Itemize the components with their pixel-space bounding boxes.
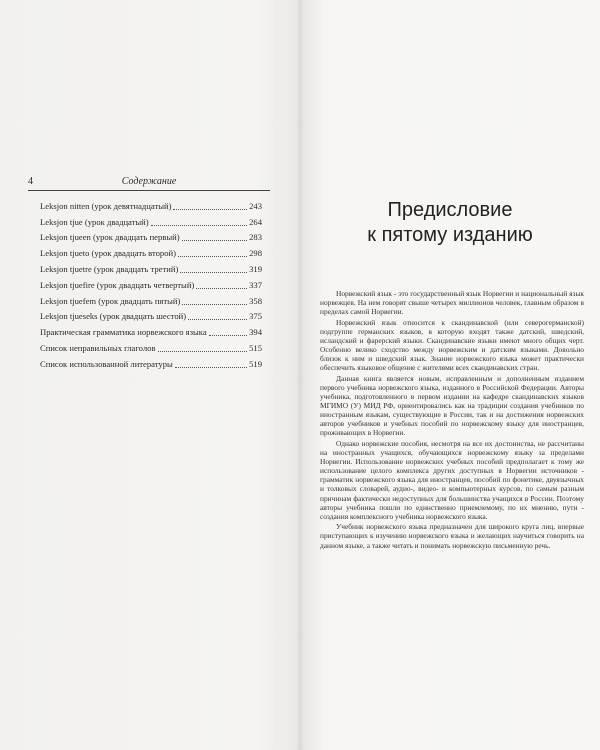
- toc-item-page: 283: [249, 232, 262, 243]
- paragraph: Учебник норвежского языка предназначен для широкого круга лиц, впервые приступающих к изучению норвежского языка и желающих научиться говорить на данном языке, а также читать и понимать норвежскую письменную речь.: [320, 522, 584, 550]
- table-of-contents: [40, 196, 262, 370]
- toc-item-page: 375: [249, 311, 262, 322]
- toc-item: [40, 196, 262, 212]
- running-title: Содержание: [121, 176, 177, 187]
- toc-item-page: 358: [249, 295, 262, 306]
- toc-item-page: 394: [249, 327, 262, 338]
- preface-body: [320, 289, 584, 551]
- toc-item: [40, 307, 262, 323]
- toc-item-page: 515: [249, 342, 262, 353]
- toc-item: [40, 322, 262, 338]
- header-rule: [28, 190, 270, 191]
- toc-leader: [151, 224, 247, 226]
- paragraph: Данная книга является новым, исправленным и дополненным изданием первого учебника норвежского языка, изданного в Российской Федерации. Авторы учебника, подготовленного в первом издании на кафедре скандинавских языков МГИМО (У) МИД РФ, ориентировались как на традиции создания учебников по иностранным языкам, существующие в России, так и на достижения норвежских авторов учебников и учебных пособий по норвежскому языку для иностранцев, проживающих в Норвегии.: [320, 373, 584, 438]
- toc-leader: [182, 303, 247, 305]
- toc-item-title: Leksjon tjueseks (урок двадцать шестой): [40, 311, 187, 322]
- paragraph: Однако норвежские пособия, несмотря на все их достоинства, не рассчитаны на иностранных учащихся, обучающихся норвежскому языку за пределами Норвегии. Использование норвежских учебных пособий предполагает к тому же использование целого комплекса других доступных в Норвегии источников - грамматик норвежского языка для иностранцев, пособий по фонетике, двуязычных и толковых словарей, аудио-, видео- и компьютерных курсов, по самым разным причинам фактически недоступных для большинства учащихся в России. Поэтому авторы учебника пошли по единственно приемлемому, по их мнению, пути - создания комплексного учебника норвежского языка.: [320, 439, 584, 521]
- toc-item-title: Список неправильных глаголов: [40, 342, 156, 353]
- toc-item: [40, 291, 262, 307]
- toc-item-page: 319: [249, 263, 262, 274]
- toc-item-title: Практическая грамматика норвежского языка: [40, 327, 207, 338]
- toc-item-title: Leksjon tjueto (урок двадцать второй): [40, 248, 176, 259]
- toc-item-page: 298: [249, 248, 262, 259]
- running-header: [28, 175, 270, 189]
- preface-title: [330, 198, 570, 248]
- toc-item-title: Leksjon tjueen (урок двадцать первый): [40, 232, 180, 243]
- toc-item-page: 337: [249, 279, 262, 290]
- toc-leader: [175, 366, 247, 368]
- toc-leader: [158, 350, 248, 352]
- toc-item-page: 519: [249, 358, 262, 369]
- toc-item: [40, 354, 262, 370]
- preface-title-line1: Предисловие: [387, 199, 513, 221]
- toc-item-title: Leksjon nitten (урок девятнадцатый): [40, 200, 172, 211]
- paragraph: Норвежский язык - это государственный язык Норвегии и национальный язык норвежцев. На нем говорят свыше четырех миллионов человек, главным образом в пределах самой Норвегии.: [320, 289, 584, 317]
- toc-leader: [182, 239, 248, 241]
- toc-leader: [209, 334, 247, 336]
- toc-item: [40, 228, 262, 244]
- paragraph: Норвежский язык относится к скандинавской (или северогерманской) подгруппе германских языков, в которую входят также датский, шведский, исландский и фарерский языки. Скандинавские языки имеют много общих черт. Особенно велико сходство между норвежским и датским языками. Довольно близок к ним и шведский язык. Знание норвежского языка может практически обеспечить языковое общение с жителями всех скандинавских стран.: [320, 317, 584, 373]
- toc-item-title: Список использованной литературы: [40, 358, 173, 369]
- toc-item: [40, 259, 262, 275]
- toc-item: [40, 243, 262, 259]
- toc-item-title: Leksjon tjue (урок двадцатый): [40, 216, 149, 227]
- toc-leader: [173, 208, 247, 210]
- toc-leader: [188, 318, 247, 320]
- toc-item: [40, 275, 262, 291]
- toc-item-title: Leksjon tjuefem (урок двадцать пятый): [40, 295, 181, 306]
- toc-item: [40, 338, 262, 354]
- toc-leader: [196, 287, 247, 289]
- toc-leader: [180, 271, 247, 273]
- toc-item: [40, 212, 262, 228]
- toc-leader: [178, 255, 247, 257]
- toc-item-page: 243: [249, 200, 262, 211]
- toc-item-title: Leksjon tjuefire (урок двадцать четвертый): [40, 279, 195, 290]
- page-number: 4: [28, 176, 33, 187]
- toc-item-page: 264: [249, 216, 262, 227]
- preface-title-line2: к пятому изданию: [367, 224, 533, 246]
- book-gutter: [296, 0, 304, 750]
- toc-item-title: Leksjon tjuetre (урок двадцать третий): [40, 263, 179, 274]
